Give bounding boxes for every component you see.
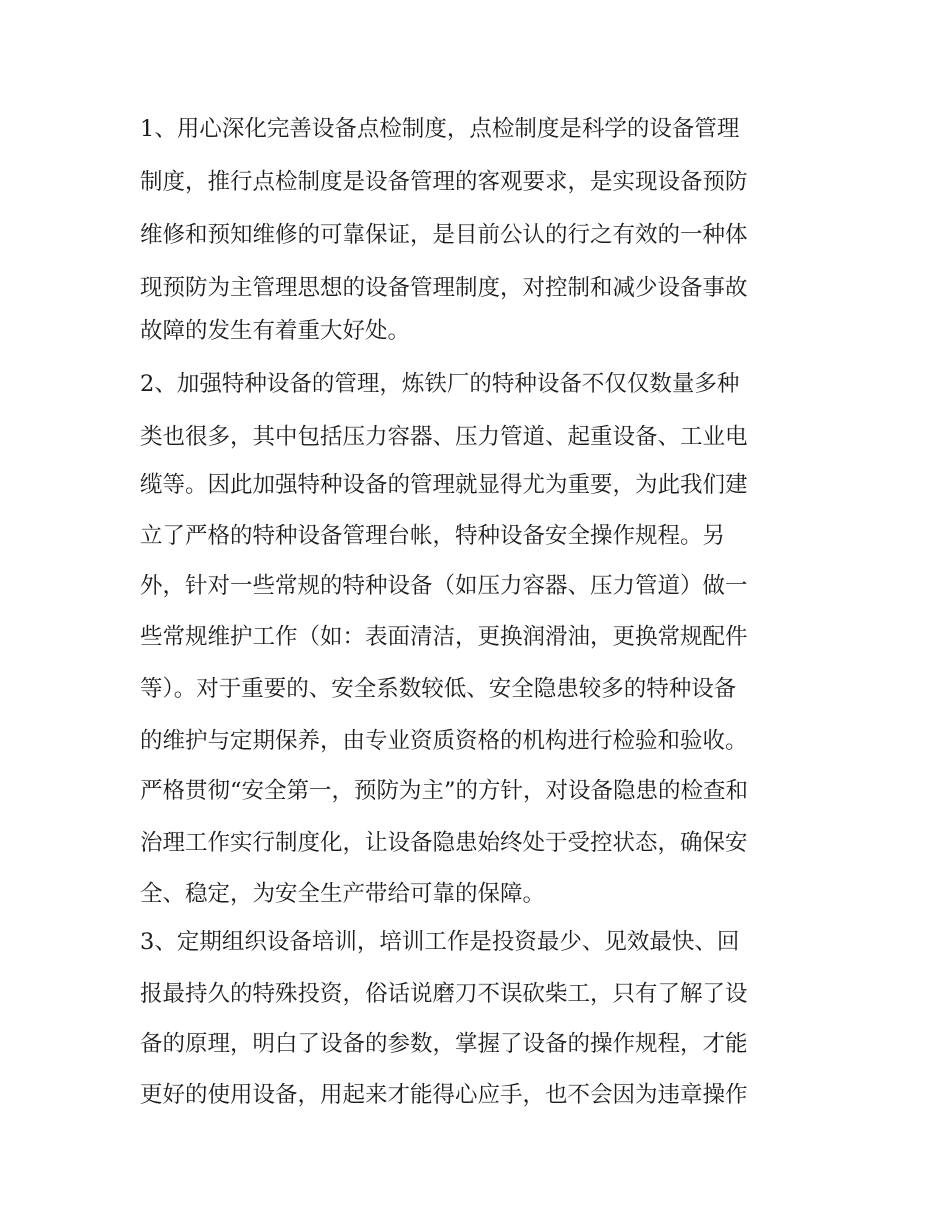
text-line: 的维护与定期保养，由专业资质资格的机构进行检验和验收。 [140, 728, 748, 754]
text-line: 故障的发生有着重大好处。 [140, 318, 411, 344]
text-line: 严格贯彻“安全第一，预防为主”的方针，对设备隐患的检查和 [140, 778, 749, 804]
text-line: 报最持久的特殊投资，俗话说磨刀不误砍柴工，只有了解了设 [140, 981, 748, 1007]
text-line: 2、加强特种设备的管理，炼铁厂的特种设备不仅仅数量多种 [140, 371, 740, 397]
text-line: 等）。对于重要的、安全系数较低、安全隐患较多的特种设备 [140, 676, 737, 702]
text-line: 维修和预知维修的可靠保证，是目前公认的行之有效的一种体 [140, 222, 748, 248]
text-line: 缆等。因此加强特种设备的管理就显得尤为重要，为此我们建 [140, 472, 748, 498]
text-line: 立了严格的特种设备管理台帐，特种设备安全操作规程。另 [140, 523, 726, 549]
text-line: 1、用心深化完善设备点检制度，点检制度是科学的设备管理 [140, 116, 740, 142]
text-line: 制度，推行点检制度是设备管理的客观要求，是实现设备预防 [140, 169, 748, 195]
text-line: 治理工作实行制度化，让设备隐患始终处于受控状态，确保安 [140, 830, 748, 856]
text-line: 类也很多，其中包括压力容器、压力管道、起重设备、工业电 [140, 424, 748, 450]
text-line: 全、稳定，为安全生产带给可靠的保障。 [140, 881, 546, 907]
text-line: 备的原理，明白了设备的参数，掌握了设备的操作规程，才能 [140, 1031, 748, 1057]
text-line: 3、定期组织设备培训，培训工作是投资最少、见效最快、回 [140, 929, 740, 955]
text-line: 更好的使用设备，用起来才能得心应手，也不会因为违章操作 [140, 1082, 748, 1108]
text-line: 些常规维护工作（如：表面清洁，更换润滑油，更换常规配件 [140, 624, 748, 650]
text-line: 现预防为主管理思想的设备管理制度，对控制和减少设备事故 [140, 275, 748, 301]
text-line: 外，针对一些常规的特种设备（如压力容器、压力管道）做一 [140, 573, 748, 599]
